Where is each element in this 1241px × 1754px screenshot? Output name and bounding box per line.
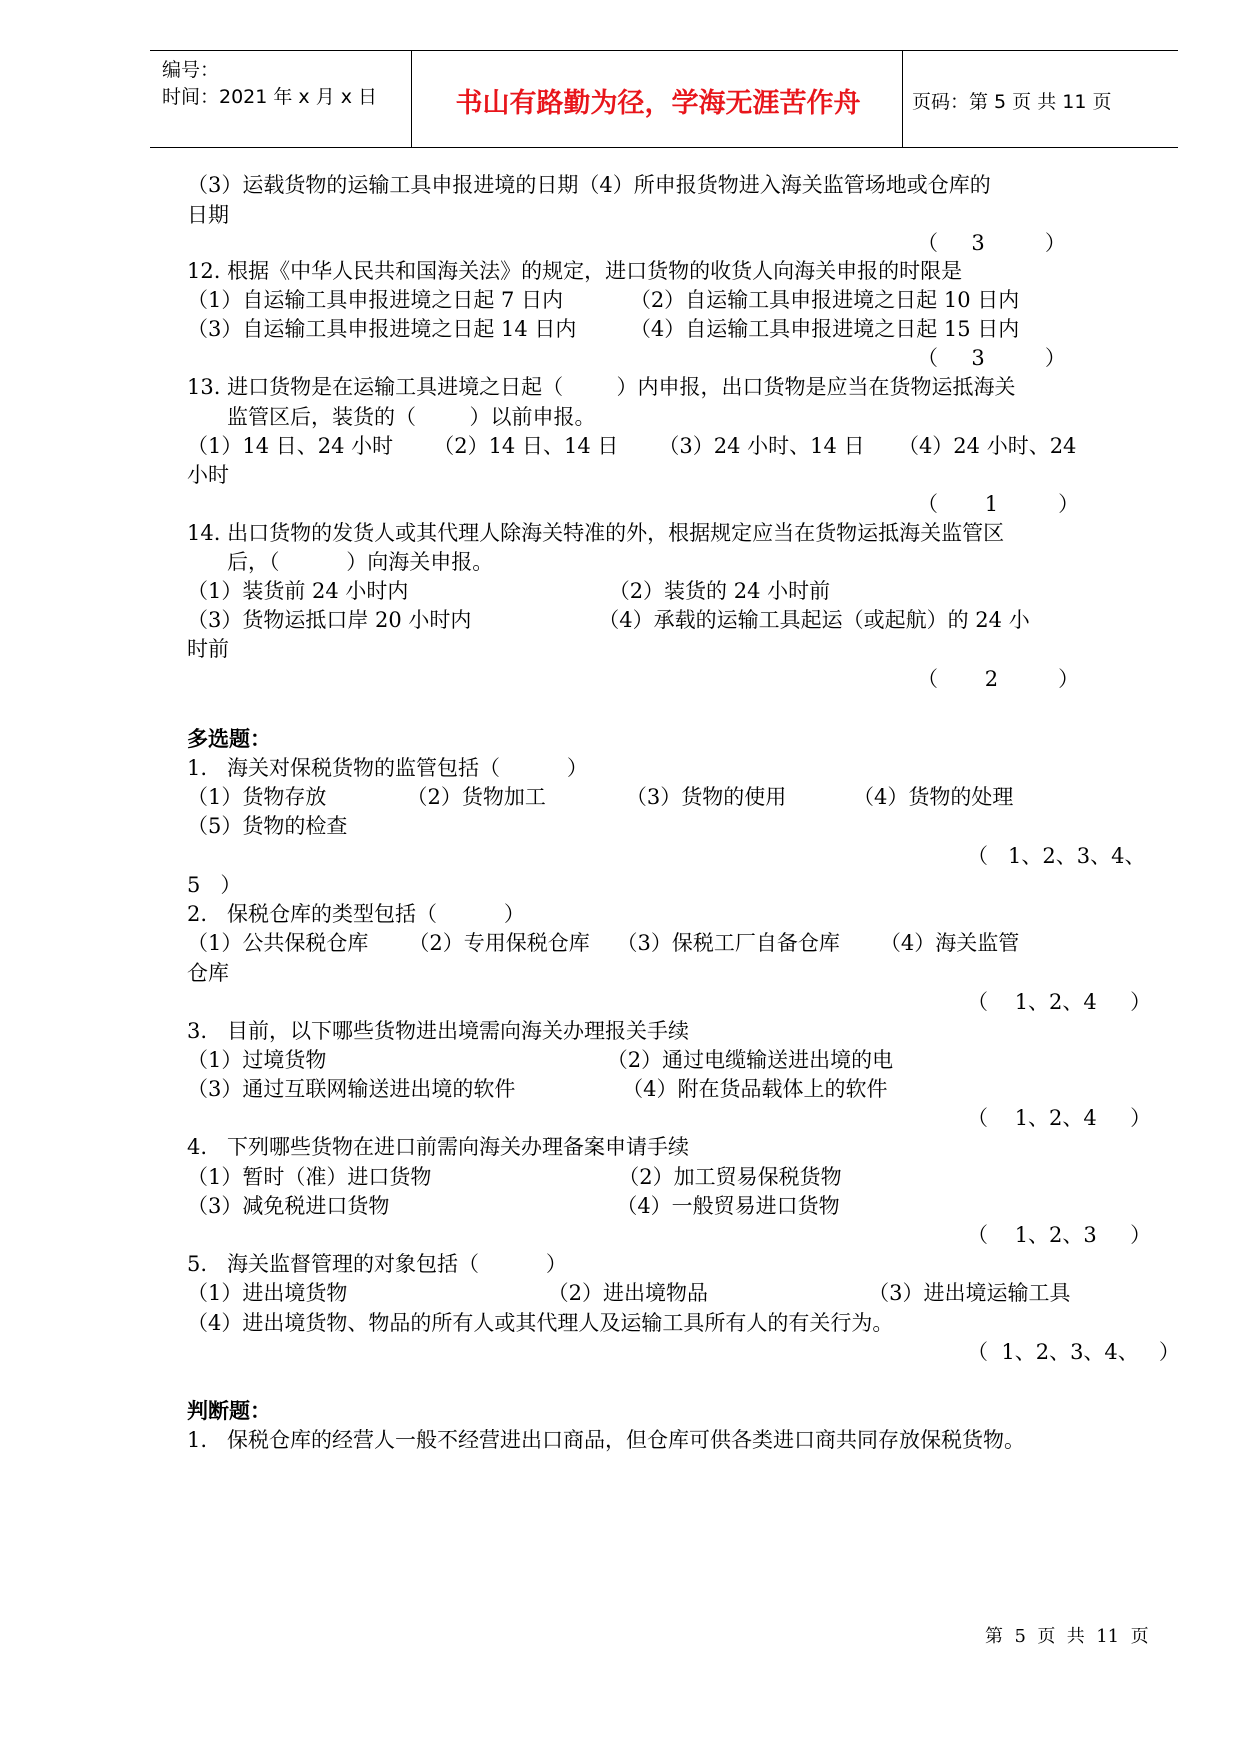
option-line: （3）通过互联网输送进出境的软件 （4）附在货品载体上的软件 <box>187 1077 888 1101</box>
header-motto: 书山有路勤为径，学海无涯苦作舟 <box>455 88 861 119</box>
document-number-label: 编号： <box>162 59 220 81</box>
question-12: 12. 根据《中华人民共和国海关法》的规定，进口货物的收货人向海关申报的时限是 <box>187 259 963 283</box>
answer-m2: （ 1、2、4 ） <box>967 990 1152 1014</box>
answer-q13: （ 1 ） <box>917 492 1080 516</box>
option-line: （4）进出境货物、物品的所有人或其代理人及运输工具所有人的有关行为。 <box>187 1311 894 1335</box>
answer-q11: （ 3 ） <box>917 231 1066 255</box>
option-line: （3）减免税进口货物 （4）一般贸易进口货物 <box>187 1194 840 1218</box>
question-14: 14. 出口货物的发货人或其代理人除海关特准的外，根据规定应当在货物运抵海关监管区 <box>187 521 1005 545</box>
header-page-number: 页码：第 5 页 共 11 页 <box>912 91 1112 113</box>
section-heading-judge: 判断题： <box>187 1399 271 1423</box>
question-m2: 2. 保税仓库的类型包括（ ） <box>187 902 525 926</box>
option-line: （1）14 日、24 小时 （2）14 日、14 日 （3）24 小时、14 日 （4）24 小时、24 <box>187 434 1077 458</box>
option-line: （3）自运输工具申报进境之日起 14 日内 （4）自运输工具申报进境之日起 15 日内 <box>187 317 1020 341</box>
answer-m1-cont: 5 ） <box>187 873 242 897</box>
question-13-cont: 监管区后，装货的（ ）以前申报。 <box>187 405 596 429</box>
option-line: （1）过境货物 （2）通过电缆输送进出境的电 <box>187 1048 894 1072</box>
section-heading-multi: 多选题： <box>187 727 271 751</box>
option-line: （1）自运输工具申报进境之日起 7 日内 （2）自运输工具申报进境之日起 10 日内 <box>187 288 1020 312</box>
page-footer: 第 5 页 共 11 页 <box>985 1626 1149 1647</box>
page-header <box>150 50 1178 148</box>
option-line: （1）进出境货物 （2）进出境物品 （3）进出境运输工具 <box>187 1281 1071 1305</box>
option-line: 小时 <box>187 463 229 487</box>
option-line: （1）暂时（准）进口货物 （2）加工贸易保税货物 <box>187 1165 842 1189</box>
answer-m1: （ 1、2、3、4、 <box>967 844 1146 868</box>
answer-q12: （ 3 ） <box>917 346 1066 370</box>
option-line: （3）货物运抵口岸 20 小时内 （4）承载的运输工具起运（或起航）的 24 小 <box>187 608 1030 632</box>
text-line: （3）运载货物的运输工具申报进境的日期（4）所申报货物进入海关监管场地或仓库的 <box>187 173 991 197</box>
option-line: （1）货物存放 （2）货物加工 （3）货物的使用 （4）货物的处理 <box>187 785 1014 809</box>
option-line: （1）装货前 24 小时内 （2）装货的 24 小时前 <box>187 579 831 603</box>
question-14-cont: 后，（ ）向海关申报。 <box>187 550 494 574</box>
option-line: 仓库 <box>187 961 229 985</box>
question-m5: 5. 海关监督管理的对象包括（ ） <box>187 1252 567 1276</box>
question-m4: 4. 下列哪些货物在进口前需向海关办理备案申请手续 <box>187 1135 690 1159</box>
answer-m3: （ 1、2、4 ） <box>967 1106 1152 1130</box>
header-divider <box>902 51 903 147</box>
header-meta <box>162 57 377 111</box>
question-j1: 1. 保税仓库的经营人一般不经营进出口商品，但仓库可供各类进口商共同存放保税货物。 <box>187 1428 1026 1452</box>
option-line: （1）公共保税仓库 （2）专用保税仓库 （3）保税工厂自备仓库 （4）海关监管 <box>187 931 1020 955</box>
question-13: 13. 进口货物是在运输工具进境之日起（ ）内申报，出口货物是应当在货物运抵海关 <box>187 375 1016 399</box>
answer-m5: （ 1、2、3、4、 ） <box>967 1340 1180 1364</box>
text-line: 日期 <box>187 203 229 227</box>
answer-m4: （ 1、2、3 ） <box>967 1223 1152 1247</box>
option-line: 时前 <box>187 637 229 661</box>
question-m1: 1. 海关对保税货物的监管包括（ ） <box>187 756 588 780</box>
answer-q14: （ 2 ） <box>917 667 1080 691</box>
option-line: （5）货物的检查 <box>187 814 348 838</box>
document-date-label: 时间：2021 年 x 月 x 日 <box>162 86 378 108</box>
header-divider <box>411 51 412 147</box>
question-m3: 3. 目前，以下哪些货物进出境需向海关办理报关手续 <box>187 1019 690 1043</box>
